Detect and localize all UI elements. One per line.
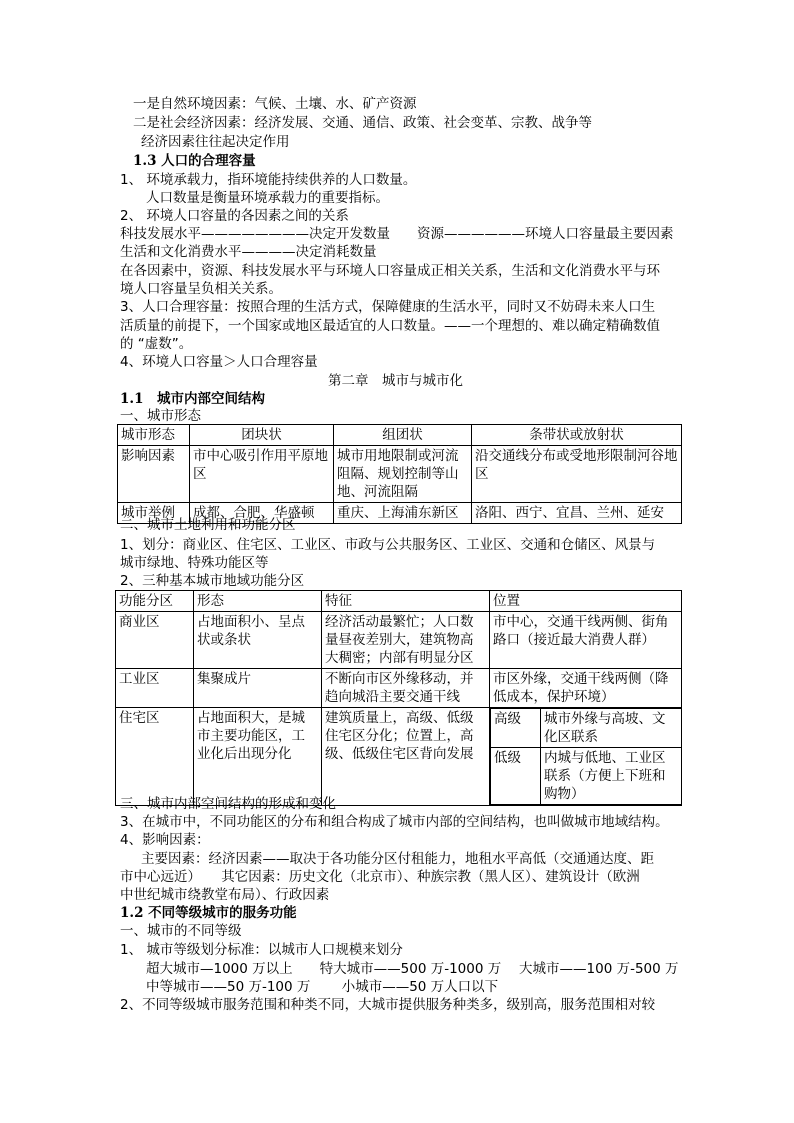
- table-cell: 影响因素: [118, 446, 190, 503]
- factor-social: 二是社会经济因素：经济发展、交通、通信、政策、社会变革、宗教、战争等: [133, 115, 592, 131]
- section-city-form: 一、城市形态: [120, 408, 201, 424]
- levels-p1a: 超大城市—1000 万以上 特大城市——500 万-1000 万 大城市——100 万-500 万: [146, 961, 679, 977]
- table-cell: 工业区: [116, 669, 194, 708]
- para-3b: 活质量的前提下，一个国家或地区最适宜的人口数量。——一个理想的、难以确定精确数值: [120, 318, 660, 334]
- para-1b: 人口数量是衡量环境承载力的重要指标。: [146, 190, 389, 206]
- para-3c: 的 “虚数”。: [120, 336, 193, 352]
- table-row: [491, 748, 682, 805]
- table-header-cell: 组团状: [334, 425, 472, 446]
- table-cell: 商业区: [116, 612, 194, 669]
- table-cell: 不断向市区外缘移动，并趋向城沿主要交通干线: [322, 669, 490, 708]
- table-row: [116, 669, 682, 708]
- table-cell: 建筑质量上，高级、低级住宅区分化；位置上，高级、低级住宅区背向发展: [322, 708, 490, 806]
- table-row: [116, 612, 682, 669]
- chapter-title: 第二章 城市与城市化: [328, 373, 463, 389]
- section-structure: 三、城市内部空间结构的形成和变化: [120, 796, 336, 812]
- table-row: [116, 708, 682, 806]
- section-city-levels: 一、城市的不同等级: [120, 923, 242, 939]
- table-header-cell: 特征: [322, 591, 490, 612]
- table-cell: 市区外缘，交通干线两侧（降低成本，保护环境）: [490, 669, 682, 708]
- city-form-table: [117, 424, 682, 524]
- para-3a: 3、人口合理容量：按照合理的生活方式，保障健康的生活水平，同时又不妨碍未来人口生: [120, 299, 656, 315]
- levels-p2: 2、不同等级城市服务范围和种类不同，大城市提供服务种类多，级别高，服务范围相对较: [120, 997, 656, 1013]
- residence-location-cell: [490, 708, 682, 806]
- table-header-cell: 位置: [490, 591, 682, 612]
- para-2c: 在各因素中，资源、科技发展水平与环境人口容量成正相关关系，生活和文化消费水平与环: [120, 263, 660, 279]
- land-use-p1b: 城市绿地、特殊功能区等: [120, 555, 269, 571]
- table-cell: 城市举例: [118, 503, 190, 524]
- structure-p4: 4、影响因素：: [120, 832, 210, 848]
- table-cell: 住宅区: [116, 708, 194, 806]
- section-land-use: 二、城市土地利用和功能分区: [120, 517, 296, 533]
- heading-1-1: 1.1 城市内部空间结构: [120, 391, 265, 407]
- table-cell: 成都、合肥、华盛顿: [190, 503, 334, 524]
- land-use-p1a: 1、划分：商业区、住宅区、工业区、市政与公共服务区、工业区、交通和仓储区、风景与: [120, 537, 656, 553]
- table-cell: 低级: [491, 748, 541, 805]
- table-cell: 沿交通线分布或受地形限制河谷地区: [472, 446, 682, 503]
- factor-natural: 一是自然环境因素：气候、土壤、水、矿产资源: [133, 96, 417, 112]
- levels-p1b: 中等城市——50 万-100 万 小城市——50 万人口以下: [146, 979, 499, 995]
- table-header-cell: 形态: [194, 591, 322, 612]
- levels-p1: 1、 城市等级划分标准：以城市人口规模来划分: [120, 942, 403, 958]
- table-header-cell: 团块状: [190, 425, 334, 446]
- table-cell: 市中心，交通干线两侧、街角路口（接近最大消费人群）: [490, 612, 682, 669]
- function-zone-table: [115, 590, 682, 806]
- table-row: [491, 709, 682, 748]
- table-cell: 洛阳、西宁、宜昌、兰州、延安: [472, 503, 682, 524]
- para-2d: 境人口容量呈负相关关系。: [120, 281, 282, 297]
- table-cell: 内城与低地、工业区联系（方便上下班和购物）: [541, 748, 682, 805]
- table-cell: 市中心吸引作用平原地区: [190, 446, 334, 503]
- table-cell: 重庆、上海浦东新区: [334, 503, 472, 524]
- structure-p4c: 中世纪城市绕教堂布局）、行政因素: [120, 887, 330, 903]
- table-header-cell: 条带状或放射状: [472, 425, 682, 446]
- table-cell: 占地面积大，是城市主要功能区，工业化后出现分化: [194, 708, 322, 806]
- land-use-p2: 2、三种基本城市地域功能分区: [120, 573, 305, 589]
- table-cell: 高级: [491, 709, 541, 748]
- structure-p4a: 主要因素：经济因素——取决于各功能分区付租能力，地租水平高低（交通通达度、距: [141, 851, 654, 867]
- heading-1-2: 1.2 不同等级城市的服务功能: [120, 905, 297, 921]
- para-1: 1、 环境承载力，指环境能持续供养的人口数量。: [120, 172, 417, 188]
- para-2a: 科技发展水平————————决定开发数量 资源——————环境人口容量最主要因素: [120, 226, 674, 242]
- residence-subtable: [490, 708, 681, 805]
- para-4: 4、环境人口容量＞人口合理容量: [120, 354, 318, 370]
- table-header-cell: 功能分区: [116, 591, 194, 612]
- para-2b: 生活和文化消费水平————决定消耗数量: [120, 244, 377, 260]
- table-cell: 集聚成片: [194, 669, 322, 708]
- structure-p4b: 市中心远近） 其它因素：历史文化（北京市）、种族宗教（黑人区）、建筑设计（欧洲: [120, 869, 640, 885]
- factor-note: 经济因素往往起决定作用: [141, 134, 290, 150]
- table-row: [116, 591, 682, 612]
- table-cell: 城市外缘与高坡、文化区联系: [541, 709, 682, 748]
- para-2: 2、 环境人口容量的各因素之间的关系: [120, 208, 349, 224]
- table-cell: 经济活动最繁忙；人口数量昼夜差别大，建筑物高大稠密；内部有明显分区: [322, 612, 490, 669]
- table-header-cell: 城市形态: [118, 425, 190, 446]
- table-row: [118, 425, 682, 446]
- heading-1-3: 1.3 人口的合理容量: [133, 153, 256, 169]
- structure-p3: 3、在城市中，不同功能区的分布和组合构成了城市内部的空间结构，也叫做城市地域结构。: [120, 814, 669, 830]
- table-cell: 城市用地限制或河流阻隔、规划控制等山地、河流阻隔: [334, 446, 472, 503]
- table-row: [118, 446, 682, 503]
- table-cell: 占地面积小、呈点状或条状: [194, 612, 322, 669]
